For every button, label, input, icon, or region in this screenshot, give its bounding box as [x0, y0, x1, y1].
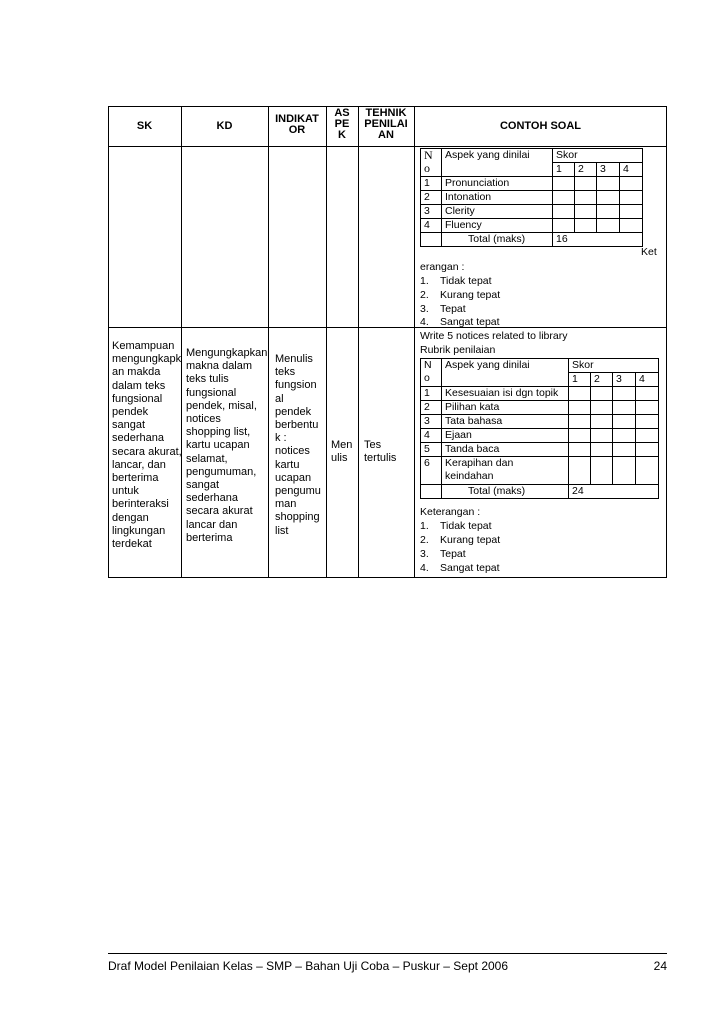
- rubric2-score-4: 4: [636, 373, 659, 387]
- header-sk: SK: [136, 120, 153, 132]
- row-aspek: Tata bahasa: [442, 415, 569, 429]
- table-row: [421, 387, 659, 401]
- row-no: 6: [421, 457, 442, 485]
- row-aspek: Kesesuaian isi dgn topik: [442, 387, 569, 401]
- keterangan-label: Keterangan :: [420, 506, 481, 518]
- column-divider: [358, 106, 359, 578]
- row-no: 1: [421, 387, 442, 401]
- cell-sk: Kemampuan mengungkapk an makda dalam teks fungsional pendek sangat sederhana secara akurat, lancar, dan berterima untuk berinteraksi dengan lingkungan terdekat: [112, 340, 182, 551]
- row-no: 2: [421, 401, 442, 415]
- table-row: [421, 443, 659, 457]
- keterangan-item: Tidak tepat: [440, 275, 492, 287]
- table-row: [421, 429, 659, 443]
- row-no: 5: [421, 443, 442, 457]
- cell-kd: Mengungkapkan makna dalam teks tulis fungsional pendek, misal, notices shopping list, kartu ucapan selamat, pengumuman, sangat sederhana secara akurat lancar dan berterima: [186, 347, 268, 544]
- keterangan-number: 2.: [420, 534, 429, 546]
- table-row: [421, 177, 643, 191]
- header-kd: KD: [216, 120, 233, 132]
- header-teknik: TEHNIK PENILAI AN: [364, 107, 408, 141]
- keterangan-number: 1.: [420, 275, 429, 287]
- row-aspek: Ejaan: [442, 429, 569, 443]
- row-aspek: Fluency: [442, 219, 553, 233]
- rubric1-score-1: 1: [553, 163, 575, 177]
- total-label: Total (maks): [442, 233, 553, 247]
- header-divider: [108, 146, 667, 147]
- keterangan-number: 4.: [420, 562, 429, 574]
- keterangan-number: 3.: [420, 303, 429, 315]
- total-row: [421, 485, 659, 499]
- column-divider: [268, 106, 269, 578]
- row-no: 3: [421, 415, 442, 429]
- table-row: [421, 219, 643, 233]
- keterangan-item: Tepat: [440, 548, 466, 560]
- task-instruction: Write 5 notices related to library: [420, 330, 568, 342]
- keterangan-number: 3.: [420, 548, 429, 560]
- rubric2-no-header: N o: [421, 359, 442, 387]
- rubric1-score-2: 2: [575, 163, 597, 177]
- rubric1-skor-header: Skor: [553, 149, 643, 163]
- table-row: [421, 415, 659, 429]
- keterangan-item: Tepat: [440, 303, 466, 315]
- footer-divider: [108, 953, 667, 954]
- cell-indikator: Menulis teks fungsion al pendek berbentu k : notices kartu ucapan pengumu man shopping list: [275, 353, 321, 537]
- total-value: 16: [553, 233, 643, 247]
- row-no: 4: [421, 429, 442, 443]
- rubric2-score-1: 1: [569, 373, 591, 387]
- row-aspek: Pilihan kata: [442, 401, 569, 415]
- keterangan-number: 2.: [420, 289, 429, 301]
- rubric2-aspek-header: Aspek yang dinilai: [442, 359, 569, 387]
- rubric1-no-header: N o: [421, 149, 442, 177]
- total-value: 24: [569, 485, 659, 499]
- page-number: 24: [653, 959, 667, 973]
- table-row: [421, 191, 643, 205]
- keterangan-item: Sangat tepat: [440, 316, 500, 328]
- row-no: 3: [421, 205, 442, 219]
- rubric1-score-4: 4: [620, 163, 643, 177]
- table-row: [421, 401, 659, 415]
- footer-text: Draf Model Penilaian Kelas – SMP – Bahan Uji Coba – Puskur – Sept 2006: [108, 959, 509, 973]
- keterangan-item: Kurang tepat: [440, 534, 501, 546]
- cell-teknik: Tes tertulis: [364, 439, 397, 465]
- rubric-table-1: [420, 148, 643, 247]
- cell-aspek: Men ulis: [331, 439, 353, 465]
- row-aspek: Kerapihan dan keindahan: [442, 457, 569, 485]
- keterangan-label-part2: erangan :: [420, 261, 465, 273]
- rubric-title: Rubrik penilaian: [420, 344, 496, 356]
- keterangan-label-part1: Ket: [641, 246, 657, 258]
- keterangan-number: 1.: [420, 520, 429, 532]
- keterangan-number: 4.: [420, 316, 429, 328]
- keterangan-item: Tidak tepat: [440, 520, 492, 532]
- rubric-table-2: [420, 358, 659, 499]
- row-divider: [108, 327, 667, 328]
- header-contoh-soal: CONTOH SOAL: [499, 120, 582, 132]
- column-divider: [414, 106, 415, 578]
- rubric2-score-2: 2: [591, 373, 613, 387]
- row-no: 4: [421, 219, 442, 233]
- total-label: Total (maks): [442, 485, 569, 499]
- header-indikator: INDIKAT OR: [275, 113, 319, 136]
- keterangan-item: Sangat tepat: [440, 562, 500, 574]
- keterangan-item: Kurang tepat: [440, 289, 501, 301]
- row-no: 1: [421, 177, 442, 191]
- rubric1-score-3: 3: [597, 163, 620, 177]
- row-aspek: Pronunciation: [442, 177, 553, 191]
- row-aspek: Clerity: [442, 205, 553, 219]
- row-aspek: Tanda baca: [442, 443, 569, 457]
- rubric1-aspek-header: Aspek yang dinilai: [442, 149, 553, 177]
- row-aspek: Intonation: [442, 191, 553, 205]
- header-aspek: AS PE K: [334, 107, 350, 141]
- rubric2-skor-header: Skor: [569, 359, 659, 373]
- column-divider: [326, 106, 327, 578]
- row-no: 2: [421, 191, 442, 205]
- table-row: [421, 457, 659, 485]
- total-row: [421, 233, 643, 247]
- table-row: [421, 205, 643, 219]
- rubric2-score-3: 3: [613, 373, 636, 387]
